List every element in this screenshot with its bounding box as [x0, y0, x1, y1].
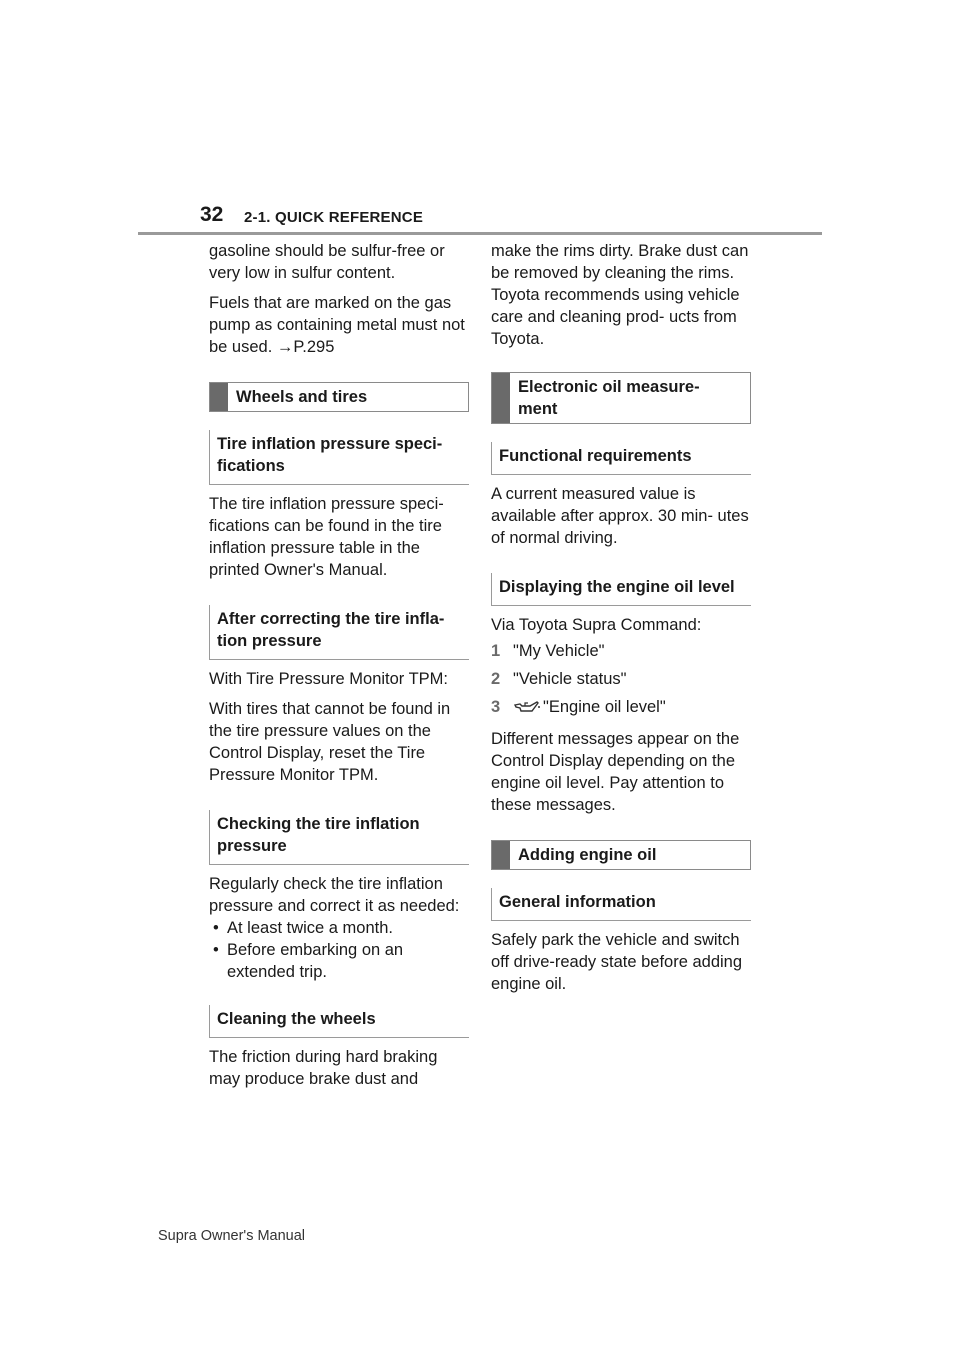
section-title: 2-1. QUICK REFERENCE	[244, 209, 424, 226]
displaying-intro: Via Toyota Supra Command:	[491, 616, 702, 634]
heading-adding-engine-oil	[491, 840, 751, 870]
list-item: • Before embarking on an extended trip.	[209, 939, 469, 983]
step-number: 2	[491, 670, 501, 688]
functional-text: A current measured value is available after approx. 30 min- utes of normal driving.	[491, 485, 749, 547]
tire-specs-text: The tire inflation pressure speci- fications can be found in the tire inflation pressure table in the printed Owner's Manual.	[209, 495, 444, 579]
page-number: 32	[200, 203, 224, 226]
heading-checking-pressure: Checking the tire inflation pressure	[209, 810, 469, 865]
intro-paragraph-2: Fuels that are marked on the gas pump as containing metal must not be used. →P.295	[209, 294, 465, 356]
general-text: Safely park the vehicle and switch off drive-ready state before adding engine oil.	[491, 931, 743, 993]
heading-electronic-oil	[491, 372, 751, 424]
displaying-text: Different messages appear on the Control Display depending on the engine oil level. Pay attention to these messages.	[491, 730, 740, 814]
heading-text: Adding engine oil	[518, 846, 657, 864]
step-text: "My Vehicle"	[513, 642, 605, 660]
heading-bar	[210, 383, 228, 411]
list-item: • At least twice a month.	[209, 917, 469, 939]
footer-manual-title: Supra Owner's Manual	[158, 1228, 306, 1244]
heading-general-information: General information	[491, 888, 751, 921]
list-item	[491, 696, 751, 720]
step-number: 3	[491, 698, 501, 716]
heading-bar	[492, 841, 510, 869]
heading-text: Wheels and tires	[236, 388, 368, 406]
heading-text: Electronic oil measure- ment	[518, 378, 700, 418]
list-item	[491, 668, 751, 690]
cleaning-text: The friction during hard braking may produce brake dust and	[209, 1048, 438, 1088]
list-item	[491, 640, 751, 662]
oil-can-icon	[513, 698, 541, 720]
step-text: "Vehicle status"	[513, 670, 627, 688]
heading-functional-requirements: Functional requirements	[491, 442, 751, 475]
right-column	[491, 240, 751, 1003]
step-number: 1	[491, 642, 501, 660]
left-column	[209, 240, 469, 1098]
heading-tire-pressure-specs: Tire inflation pressure speci- fications	[209, 430, 469, 485]
checking-text: Regularly check the tire inflation pressure and correct it as needed:	[209, 875, 460, 915]
heading-bar	[492, 373, 510, 423]
heading-cleaning-wheels: Cleaning the wheels	[209, 1005, 469, 1038]
cleaning-continued-text: make the rims dirty. Brake dust can be removed by cleaning the rims. Toyota recommends using vehicle care and cleaning prod- ucts from Toyota.	[491, 242, 749, 348]
step-text: "Engine oil level"	[543, 698, 666, 716]
heading-wheels-and-tires	[209, 382, 469, 412]
oil-level-steps	[491, 640, 751, 720]
heading-after-correcting: After correcting the tire infla- tion pressure	[209, 605, 469, 660]
after-correcting-text-1: With Tire Pressure Monitor TPM:	[209, 670, 449, 688]
after-correcting-text-2: With tires that cannot be found in the tire pressure values on the Control Display, reset the Tire Pressure Monitor TPM.	[209, 700, 451, 784]
heading-displaying-oil-level: Displaying the engine oil level	[491, 573, 751, 606]
checking-bullets	[209, 917, 469, 983]
header-rule	[138, 232, 822, 235]
intro-paragraph-1: gasoline should be sulfur-free or very low in sulfur content.	[209, 242, 445, 282]
